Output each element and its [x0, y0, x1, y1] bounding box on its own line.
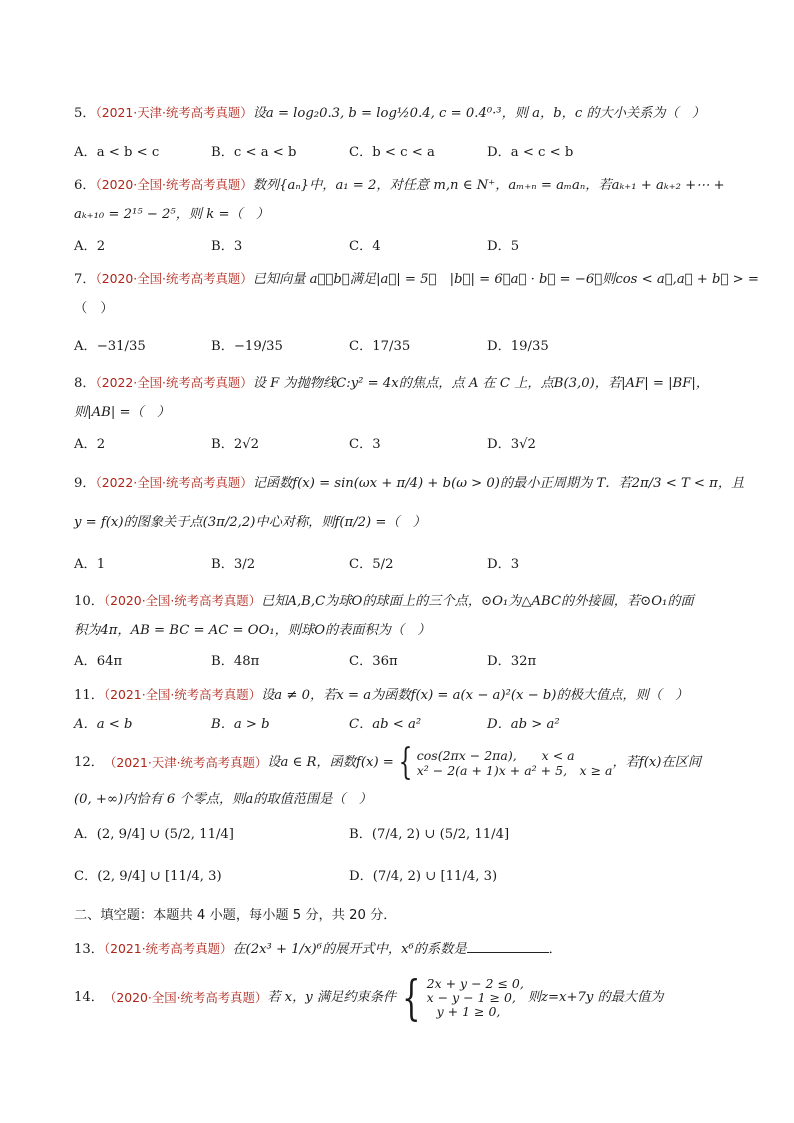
question-10 [74, 592, 734, 611]
option-c: C．ab < a² [349, 717, 422, 732]
option-c: C．(2, 9/4] ∪ [11/4, 3) [74, 869, 222, 884]
question-13 [74, 940, 734, 959]
question-stem: 设a = log₂0.3, b = log½0.4, c = 0.4⁰·³，则 a，b，c 的大小关系为（ ） [252, 106, 706, 121]
option-d: D．(7/4, 2) ∪ [11/4, 3) [349, 869, 498, 884]
option-a: A．(2, 9/4] ∪ (5/2, 11/4] [74, 827, 234, 842]
question-stem: 设a ∈ R，函数f(x) = [267, 755, 394, 770]
question-number: 14． [74, 990, 104, 1005]
question-number: 8． [74, 376, 96, 391]
option-d: D．3 [487, 557, 520, 572]
question-number: 7． [74, 272, 96, 287]
option-b: B．3/2 [211, 557, 256, 572]
question-11 [74, 686, 734, 705]
question-stem-tail: ． [548, 942, 562, 957]
option-d: D．3√2 [487, 437, 536, 452]
constraint-2: x − y − 1 ≥ 0, [426, 990, 516, 1005]
question-stem: 在(2x³ + 1/x)⁶的展开式中，x⁶的系数是 [232, 942, 467, 957]
option-b: B．−19/35 [211, 339, 283, 354]
option-a: A．−31/35 [74, 339, 146, 354]
question-stem-tail: ，若f(x)在区间 [612, 755, 702, 770]
question-6-line2: aₖ₊₁₀ = 2¹⁵ − 2⁵，则 k =（ ） [74, 207, 270, 222]
option-d: D．a < c < b [487, 145, 574, 160]
question-12 [74, 742, 734, 783]
question-number: 6． [74, 178, 96, 193]
question-8 [74, 374, 734, 393]
question-source: （2020·全国·统考高考真题） [103, 990, 268, 1005]
piecewise-case-2: x² − 2(a + 1)x + a² + 5, x ≥ a [416, 763, 613, 778]
question-source: （2021·天津·统考高考真题） [103, 755, 268, 770]
question-source: （2020·全国·统考高考真题） [95, 271, 253, 286]
option-c: C．17/35 [349, 339, 411, 354]
question-source: （2021·全国·统考高考真题） [103, 687, 262, 702]
piecewise-case-1: cos(2πx − 2πa), x < a [416, 748, 575, 763]
option-d: D．5 [487, 239, 520, 254]
question-stem: 数列{aₙ}中，a₁ = 2，对任意 m,n ∈ N⁺，aₘ₊ₙ = aₘaₙ，若aₖ₊₁ + aₖ₊₂ +⋯ + [252, 178, 725, 193]
question-number: 5． [74, 106, 96, 121]
question-number: 11． [74, 688, 104, 703]
option-b: B．a > b [211, 717, 270, 732]
option-a: A．1 [74, 557, 106, 572]
option-b: B．(7/4, 2) ∪ (5/2, 11/4] [349, 827, 510, 842]
option-d: D．ab > a² [487, 717, 560, 732]
question-7-line2: （ ） [74, 301, 114, 316]
piecewise-brace: { [398, 742, 413, 783]
option-a: A．a < b < c [74, 145, 160, 160]
option-c: C．5/2 [349, 557, 394, 572]
option-d: D．19/35 [487, 339, 549, 354]
question-5 [74, 104, 734, 123]
question-6 [74, 176, 734, 195]
question-source: （2020·全国·统考高考真题） [95, 177, 253, 192]
question-stem: 设 F 为抛物线C:y² = 4x的焦点，点 A 在 C 上，点B(3,0)，若|AF| = |BF|， [252, 376, 710, 391]
option-b: B．48π [211, 654, 260, 669]
option-b: B．3 [211, 239, 243, 254]
option-a: A．64π [74, 654, 123, 669]
question-number: 10． [74, 594, 104, 609]
question-stem-tail: 则z=x+7y 的最大值为 [527, 990, 664, 1005]
question-stem: 已知向量 a⃗，b⃗满足|a⃗| = 5， |b⃗| = 6，a⃗ · b⃗ = −6，则cos < a⃗,a⃗ + b⃗ > = [252, 272, 759, 287]
answer-blank[interactable] [467, 940, 549, 953]
piecewise-cases [417, 748, 613, 778]
question-source: （2021·天津·统考高考真题） [95, 105, 253, 120]
option-c: C．b < c < a [349, 145, 435, 160]
question-source: （2020·全国·统考高考真题） [103, 593, 262, 608]
question-stem: 记函数f(x) = sin(ωx + π/4) + b(ω > 0)的最小正周期为 T．若2π/3 < T < π，且 [252, 476, 745, 491]
question-7 [74, 270, 759, 289]
option-c: C．4 [349, 239, 381, 254]
constraint-1: 2x + y − 2 ≤ 0, [426, 976, 524, 991]
question-14 [74, 970, 734, 1026]
question-number: 13． [74, 942, 104, 957]
question-source: （2021·统考高考真题） [103, 941, 233, 956]
constraint-brace: { [402, 970, 421, 1026]
option-a: A．2 [74, 239, 106, 254]
option-a: A．2 [74, 437, 106, 452]
question-8-line2: 则|AB| =（ ） [74, 405, 171, 420]
constraint-system [427, 977, 524, 1019]
question-stem: 设a ≠ 0，若x = a为函数f(x) = a(x − a)²(x − b)的极大值点，则（ ） [261, 688, 689, 703]
question-number: 9． [74, 476, 96, 491]
option-b: B．2√2 [211, 437, 260, 452]
question-source: （2022·全国·统考高考真题） [95, 475, 253, 490]
question-10-line2: 积为4π，AB = BC = AC = OO₁，则球O的表面积为（ ） [74, 623, 431, 638]
option-d: D．32π [487, 654, 537, 669]
question-9 [74, 474, 745, 493]
option-b: B．c < a < b [211, 145, 297, 160]
question-source: （2022·全国·统考高考真题） [95, 375, 253, 390]
option-c: C．3 [349, 437, 381, 452]
question-12-line2: (0, +∞)内恰有 6 个零点，则a的取值范围是（ ） [74, 792, 372, 807]
question-number: 12． [74, 755, 104, 770]
question-stem: 若 x，y 满足约束条件 [267, 990, 397, 1005]
question-9-line2: y = f(x)的图象关于点(3π/2,2)中心对称，则f(π/2) =（ ） [74, 515, 426, 530]
constraint-3: y + 1 ≥ 0, [436, 1004, 501, 1019]
section-heading: 二、填空题：本题共 4 小题，每小题 5 分，共 20 分． [74, 908, 397, 923]
question-stem: 已知A,B,C为球O的球面上的三个点，⊙O₁为△ABC的外接圆，若⊙O₁的面 [261, 594, 694, 609]
option-c: C．36π [349, 654, 398, 669]
option-a: A．a < b [74, 717, 133, 732]
